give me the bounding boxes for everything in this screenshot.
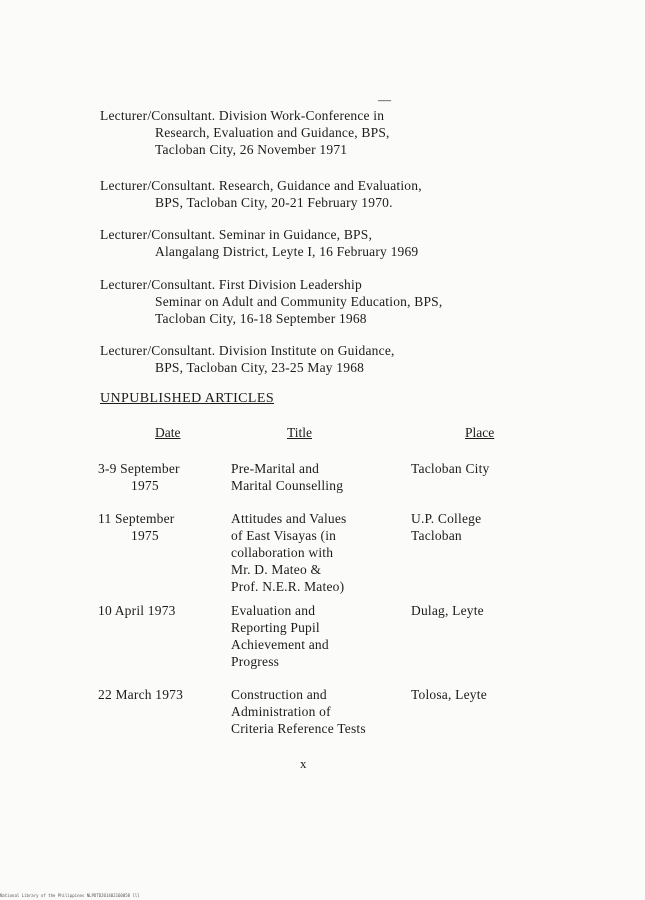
place-line: Tolosa, Leyte [411,687,487,702]
title-line: Criteria Reference Tests [231,721,366,736]
article-date [98,460,180,494]
place-line: Tacloban City [411,461,490,476]
lecture-entry-1 [100,107,390,158]
top-mark: — [378,92,391,107]
entry-line: Research, Evaluation and Guidance, BPS, [155,125,390,140]
article-title [231,602,329,670]
entry-line: Tacloban City, 16-18 September 1968 [155,311,367,326]
entry-line: Seminar on Adult and Community Education, BPS, [155,294,443,309]
entry-line: BPS, Tacloban City, 20-21 February 1970. [155,195,393,210]
title-line: of East Visayas (in [231,528,337,543]
title-line: Administration of [231,704,331,719]
place-line: Dulag, Leyte [411,603,484,618]
title-line: Progress [231,654,280,669]
title-line: Achievement and [231,637,329,652]
entry-line: Lecturer/Consultant. Division Institute on Guidance, [100,343,395,358]
date-line: 3-9 September [98,461,180,476]
lecture-entry-5 [100,342,395,376]
article-place [411,510,481,544]
article-place [411,686,487,703]
footer-stamp: National Library of the Philippines NLPDTD201402160058 lll [0,893,140,898]
lecture-entry-4 [100,276,442,327]
article-date [98,510,175,544]
article-date [98,686,183,703]
article-place [411,460,490,477]
title-line: Reporting Pupil [231,620,320,635]
article-title [231,510,347,595]
title-line: Evaluation and [231,603,316,618]
article-title [231,686,366,737]
title-line: collaboration with [231,545,334,560]
title-line: Marital Counselling [231,478,344,493]
column-header-title: Title [287,425,313,440]
lecture-entry-3 [100,226,418,260]
date-line: 10 April 1973 [98,603,176,618]
place-line: Tacloban [411,528,462,543]
entry-line: Alangalang District, Leyte I, 16 February 1969 [155,244,419,259]
entry-line: Lecturer/Consultant. Research, Guidance and Evaluation, [100,178,422,193]
title-line: Mr. D. Mateo & [231,562,322,577]
entry-line: Lecturer/Consultant. Division Work-Conference in [100,108,385,123]
column-header-place: Place [465,425,495,440]
article-place [411,602,484,619]
title-line: Prof. N.E.R. Mateo) [231,579,345,594]
title-line: Attitudes and Values [231,511,347,526]
lecture-entry-2 [100,177,422,211]
column-header-date: Date [155,425,181,440]
date-line: 1975 [131,478,159,493]
section-heading: UNPUBLISHED ARTICLES [100,391,275,406]
place-line: U.P. College [411,511,482,526]
entry-line: Tacloban City, 26 November 1971 [155,142,348,157]
date-line: 22 March 1973 [98,687,184,702]
date-line: 1975 [131,528,159,543]
entry-line: Lecturer/Consultant. Seminar in Guidance, BPS, [100,227,373,242]
entry-line: BPS, Tacloban City, 23-25 May 1968 [155,360,365,375]
article-title [231,460,343,494]
title-line: Construction and [231,687,327,702]
article-date [98,602,176,619]
page-number: x [300,756,307,771]
entry-line: Lecturer/Consultant. First Division Leadership [100,277,362,292]
date-line: 11 September [98,511,175,526]
title-line: Pre-Marital and [231,461,320,476]
